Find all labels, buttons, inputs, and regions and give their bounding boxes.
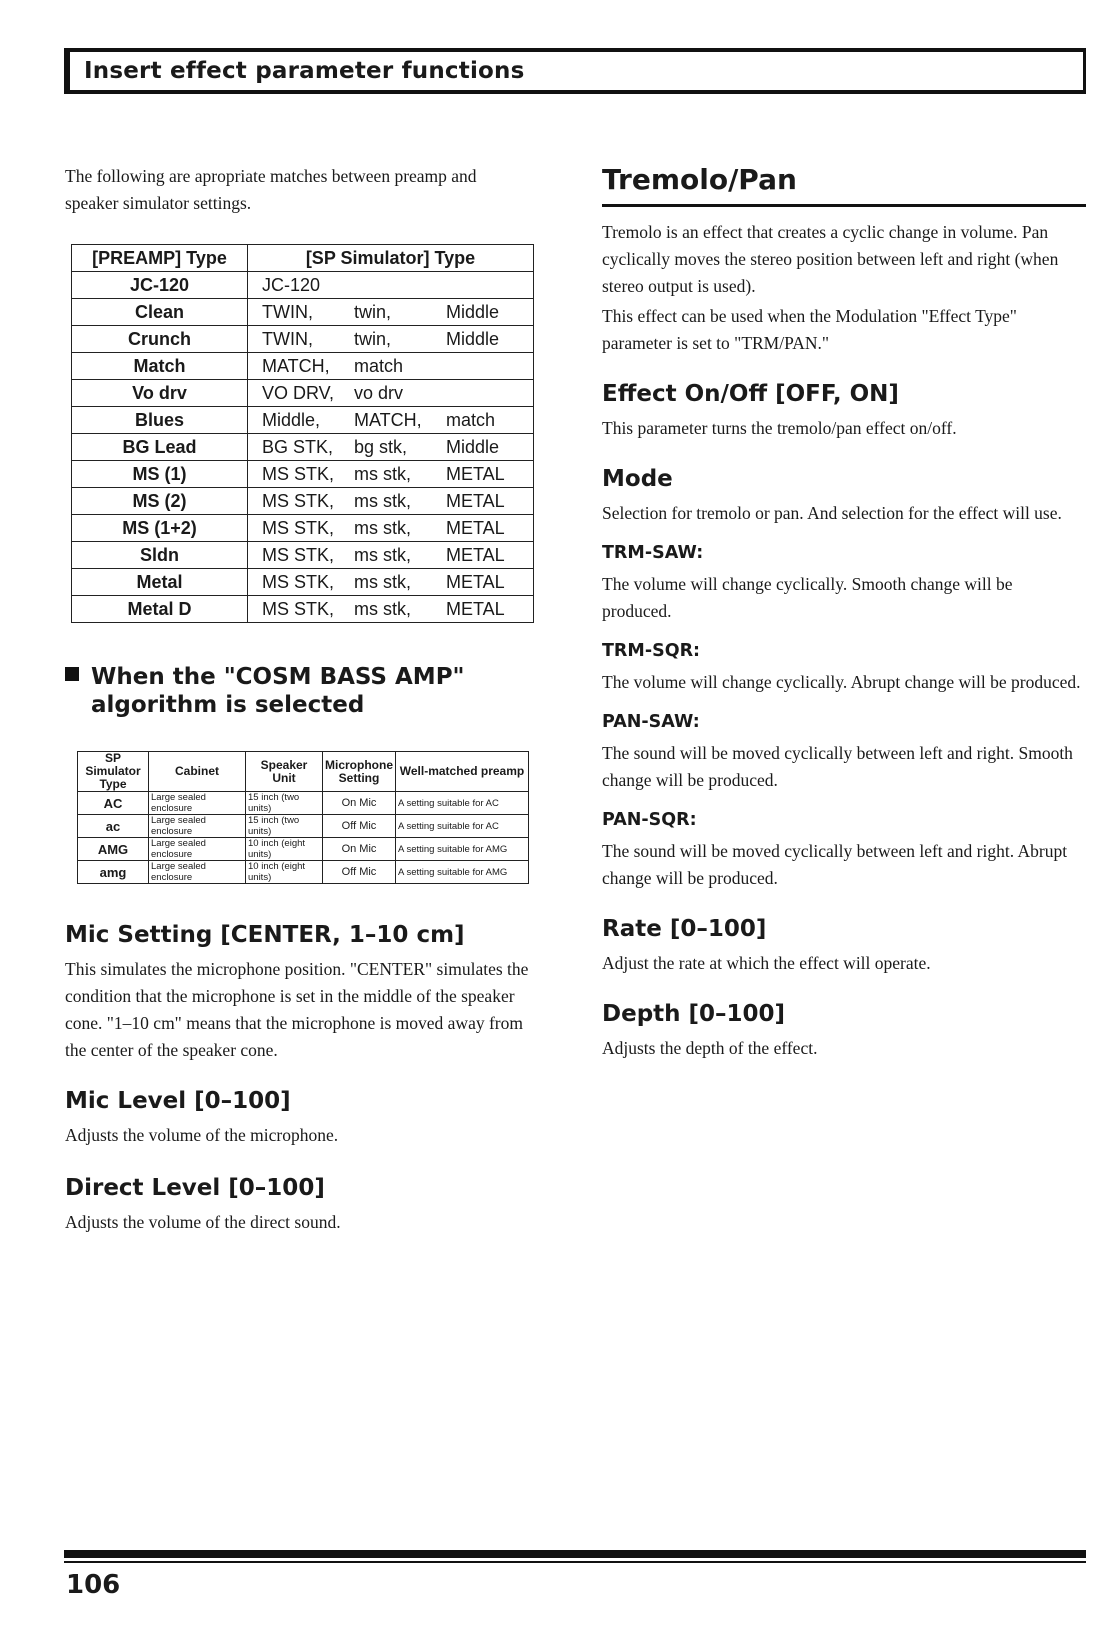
pan-sqr-title: PAN-SQR: bbox=[602, 810, 697, 830]
cab-sp-type-cell: ac bbox=[78, 815, 149, 838]
pan-saw-text: The sound will be moved cyclically between left and right. Smooth change will be produced. bbox=[602, 743, 1073, 790]
direct-level-text: Adjusts the volume of the direct sound. bbox=[65, 1212, 341, 1232]
sp-sim-value-1: MATCH, bbox=[262, 355, 330, 376]
sp-simulator-cell bbox=[248, 515, 534, 542]
trm-saw-title: TRM-SAW: bbox=[602, 543, 704, 563]
cab-cabinet-cell: Large sealed enclosure bbox=[149, 792, 246, 815]
table-row bbox=[72, 272, 534, 299]
sp-sim-value-2: twin, bbox=[354, 301, 392, 322]
square-bullet-icon bbox=[65, 667, 79, 681]
cab-preamp-cell: A setting suitable for AMG bbox=[396, 838, 529, 861]
sp-sim-value-2: ms stk, bbox=[354, 544, 411, 565]
sp-simulator-cell bbox=[248, 542, 534, 569]
tremolo-intro-1: Tremolo is an effect that creates a cyclic change in volume. Pan cyclically moves the stereo position between left and right (when stereo output is used). bbox=[602, 222, 1059, 296]
cab-mic-cell: Off Mic bbox=[323, 815, 396, 838]
table-row bbox=[78, 792, 529, 815]
preamp-type-cell: MS (1) bbox=[72, 461, 248, 488]
preamp-type-cell: Metal D bbox=[72, 596, 248, 623]
page-number: 106 bbox=[66, 1570, 121, 1600]
cab-speaker-cell: 10 inch (eight units) bbox=[246, 861, 323, 884]
table-row bbox=[72, 326, 534, 353]
sp-simulator-cell bbox=[248, 434, 534, 461]
mic-setting-title: Mic Setting [CENTER, 1–10 cm] bbox=[65, 922, 465, 948]
preamp-type-cell: Metal bbox=[72, 569, 248, 596]
preamp-table bbox=[71, 244, 534, 623]
sp-sim-value-3: METAL bbox=[446, 463, 505, 484]
sp-sim-value-3: METAL bbox=[446, 598, 505, 619]
sp-sim-value-1: JC-120 bbox=[262, 274, 321, 295]
table-row bbox=[72, 353, 534, 380]
sp-sim-value-3: METAL bbox=[446, 571, 505, 592]
cab-cabinet-cell: Large sealed enclosure bbox=[149, 838, 246, 861]
bass-amp-heading bbox=[65, 663, 535, 719]
trm-sqr-text: The volume will change cyclically. Abrupt change will be produced. bbox=[602, 672, 1081, 692]
sp-sim-value-2: ms stk, bbox=[354, 490, 411, 511]
cab-header-sp-type: SP Simulator Type bbox=[78, 752, 149, 792]
cab-header-preamp: Well-matched preamp bbox=[396, 752, 529, 792]
cab-mic-cell: On Mic bbox=[323, 792, 396, 815]
preamp-type-cell: Clean bbox=[72, 299, 248, 326]
direct-level-title: Direct Level [0–100] bbox=[65, 1175, 325, 1201]
sp-sim-value-1: BG STK, bbox=[262, 436, 334, 457]
cab-cabinet-cell: Large sealed enclosure bbox=[149, 815, 246, 838]
sp-simulator-cell bbox=[248, 380, 534, 407]
cab-sp-type-cell: AC bbox=[78, 792, 149, 815]
sp-sim-value-3: Middle bbox=[446, 328, 500, 349]
sp-sim-value-3: METAL bbox=[446, 544, 505, 565]
sp-simulator-cell bbox=[248, 272, 534, 299]
sp-sim-value-1: Middle, bbox=[262, 409, 321, 430]
table-row bbox=[72, 488, 534, 515]
sp-simulator-cell bbox=[248, 596, 534, 623]
sp-sim-value-2: ms stk, bbox=[354, 463, 411, 484]
sp-simulator-cell bbox=[248, 488, 534, 515]
table-row bbox=[72, 515, 534, 542]
cab-cabinet-cell: Large sealed enclosure bbox=[149, 861, 246, 884]
sp-sim-value-1: TWIN, bbox=[262, 301, 313, 322]
sp-sim-value-1: MS STK, bbox=[262, 517, 335, 538]
sp-sim-value-2: ms stk, bbox=[354, 517, 411, 538]
sp-sim-value-1: MS STK, bbox=[262, 490, 335, 511]
mic-level-text: Adjusts the volume of the microphone. bbox=[65, 1125, 339, 1145]
preamp-type-cell: Vo drv bbox=[72, 380, 248, 407]
preamp-type-header: [PREAMP] Type bbox=[72, 245, 248, 272]
sp-sim-value-1: MS STK, bbox=[262, 571, 335, 592]
cab-speaker-cell: 10 inch (eight units) bbox=[246, 838, 323, 861]
table-row bbox=[78, 815, 529, 838]
table-row bbox=[72, 461, 534, 488]
section-header bbox=[64, 48, 1086, 94]
cab-sp-type-cell: amg bbox=[78, 861, 149, 884]
footer-rule-thin bbox=[64, 1561, 1086, 1563]
cab-mic-cell: Off Mic bbox=[323, 861, 396, 884]
sp-sim-value-1: VO DRV, bbox=[262, 382, 335, 403]
cabinet-table bbox=[77, 751, 529, 884]
table-row bbox=[78, 861, 529, 884]
preamp-type-cell: Sldn bbox=[72, 542, 248, 569]
sp-simulator-cell bbox=[248, 299, 534, 326]
table-row bbox=[72, 542, 534, 569]
cab-speaker-cell: 15 inch (two units) bbox=[246, 792, 323, 815]
mode-title: Mode bbox=[602, 466, 673, 492]
sp-sim-value-2: MATCH, bbox=[354, 409, 422, 430]
sp-sim-value-1: MS STK, bbox=[262, 544, 335, 565]
sp-simulator-cell bbox=[248, 569, 534, 596]
sp-sim-value-2: bg stk, bbox=[354, 436, 408, 457]
sp-sim-value-1: TWIN, bbox=[262, 328, 313, 349]
table-row bbox=[72, 434, 534, 461]
table-row bbox=[72, 407, 534, 434]
pan-saw-title: PAN-SAW: bbox=[602, 712, 700, 732]
sp-sim-value-3: match bbox=[446, 409, 496, 430]
trm-sqr-title: TRM-SQR: bbox=[602, 641, 701, 661]
preamp-type-cell: Blues bbox=[72, 407, 248, 434]
cab-sp-type-cell: AMG bbox=[78, 838, 149, 861]
preamp-type-cell: BG Lead bbox=[72, 434, 248, 461]
sp-simulator-cell bbox=[248, 407, 534, 434]
depth-title: Depth [0–100] bbox=[602, 1001, 786, 1027]
preamp-type-cell: MS (1+2) bbox=[72, 515, 248, 542]
sp-simulator-header: [SP Simulator] Type bbox=[248, 245, 534, 272]
effect-onoff-title: Effect On/Off [OFF, ON] bbox=[602, 381, 899, 407]
tremolo-intro-2: This effect can be used when the Modulation "Effect Type" parameter is set to "TRM/PAN." bbox=[602, 306, 1017, 353]
sp-sim-value-2: twin, bbox=[354, 328, 392, 349]
cab-header-speaker-unit: Speaker Unit bbox=[246, 752, 323, 792]
cab-header-cabinet: Cabinet bbox=[149, 752, 246, 792]
preamp-type-cell: JC-120 bbox=[72, 272, 248, 299]
rate-title: Rate [0–100] bbox=[602, 916, 767, 942]
effect-onoff-text: This parameter turns the tremolo/pan effect on/off. bbox=[602, 418, 957, 438]
section-header-title: Insert effect parameter functions bbox=[84, 58, 525, 84]
preamp-type-cell: Crunch bbox=[72, 326, 248, 353]
cab-header-mic-setting: Microphone Setting bbox=[323, 752, 396, 792]
mic-setting-text: This simulates the microphone position. "CENTER" simulates the condition that the microphone is set in the middle of the speaker cone. "1–10 cm" means that the microphone is moved away from the center of the speaker cone. bbox=[65, 959, 529, 1060]
sp-sim-value-2: ms stk, bbox=[354, 598, 411, 619]
cab-preamp-cell: A setting suitable for AMG bbox=[396, 861, 529, 884]
table-row bbox=[72, 569, 534, 596]
table-row bbox=[72, 380, 534, 407]
sp-sim-value-2: match bbox=[354, 355, 404, 376]
table-row bbox=[72, 299, 534, 326]
table-row bbox=[72, 596, 534, 623]
table-row bbox=[78, 838, 529, 861]
footer-rule bbox=[64, 1550, 1086, 1558]
sp-simulator-cell bbox=[248, 461, 534, 488]
tremolo-pan-title: Tremolo/Pan bbox=[602, 163, 1086, 207]
sp-simulator-cell bbox=[248, 326, 534, 353]
cab-preamp-cell: A setting suitable for AC bbox=[396, 815, 529, 838]
bass-amp-heading-line1: When the "COSM BASS AMP" bbox=[91, 664, 465, 690]
cab-mic-cell: On Mic bbox=[323, 838, 396, 861]
preamp-type-cell: MS (2) bbox=[72, 488, 248, 515]
sp-sim-value-2: vo drv bbox=[354, 382, 404, 403]
pan-sqr-text: The sound will be moved cyclically between left and right. Abrupt change will be produced. bbox=[602, 841, 1068, 888]
mode-text: Selection for tremolo or pan. And selection for the effect will use. bbox=[602, 503, 1062, 523]
preamp-type-cell: Match bbox=[72, 353, 248, 380]
sp-sim-value-2: ms stk, bbox=[354, 571, 411, 592]
sp-sim-value-1: MS STK, bbox=[262, 598, 335, 619]
intro-text: The following are apropriate matches between preamp and speaker simulator settings. bbox=[65, 166, 477, 213]
table-header-row bbox=[72, 245, 534, 272]
depth-text: Adjusts the depth of the effect. bbox=[602, 1038, 818, 1058]
rate-text: Adjust the rate at which the effect will operate. bbox=[602, 953, 931, 973]
cab-preamp-cell: A setting suitable for AC bbox=[396, 792, 529, 815]
table-header-row bbox=[78, 752, 529, 792]
right-column bbox=[602, 163, 1086, 1062]
mic-level-title: Mic Level [0–100] bbox=[65, 1088, 291, 1114]
sp-sim-value-3: Middle bbox=[446, 301, 500, 322]
sp-sim-value-3: METAL bbox=[446, 517, 505, 538]
sp-simulator-cell bbox=[248, 353, 534, 380]
left-column bbox=[65, 163, 535, 1236]
sp-sim-value-3: Middle bbox=[446, 436, 500, 457]
sp-sim-value-3: METAL bbox=[446, 490, 505, 511]
trm-saw-text: The volume will change cyclically. Smooth change will be produced. bbox=[602, 574, 1013, 621]
bass-amp-heading-line2: algorithm is selected bbox=[91, 692, 365, 718]
sp-sim-value-1: MS STK, bbox=[262, 463, 335, 484]
cab-speaker-cell: 15 inch (two units) bbox=[246, 815, 323, 838]
